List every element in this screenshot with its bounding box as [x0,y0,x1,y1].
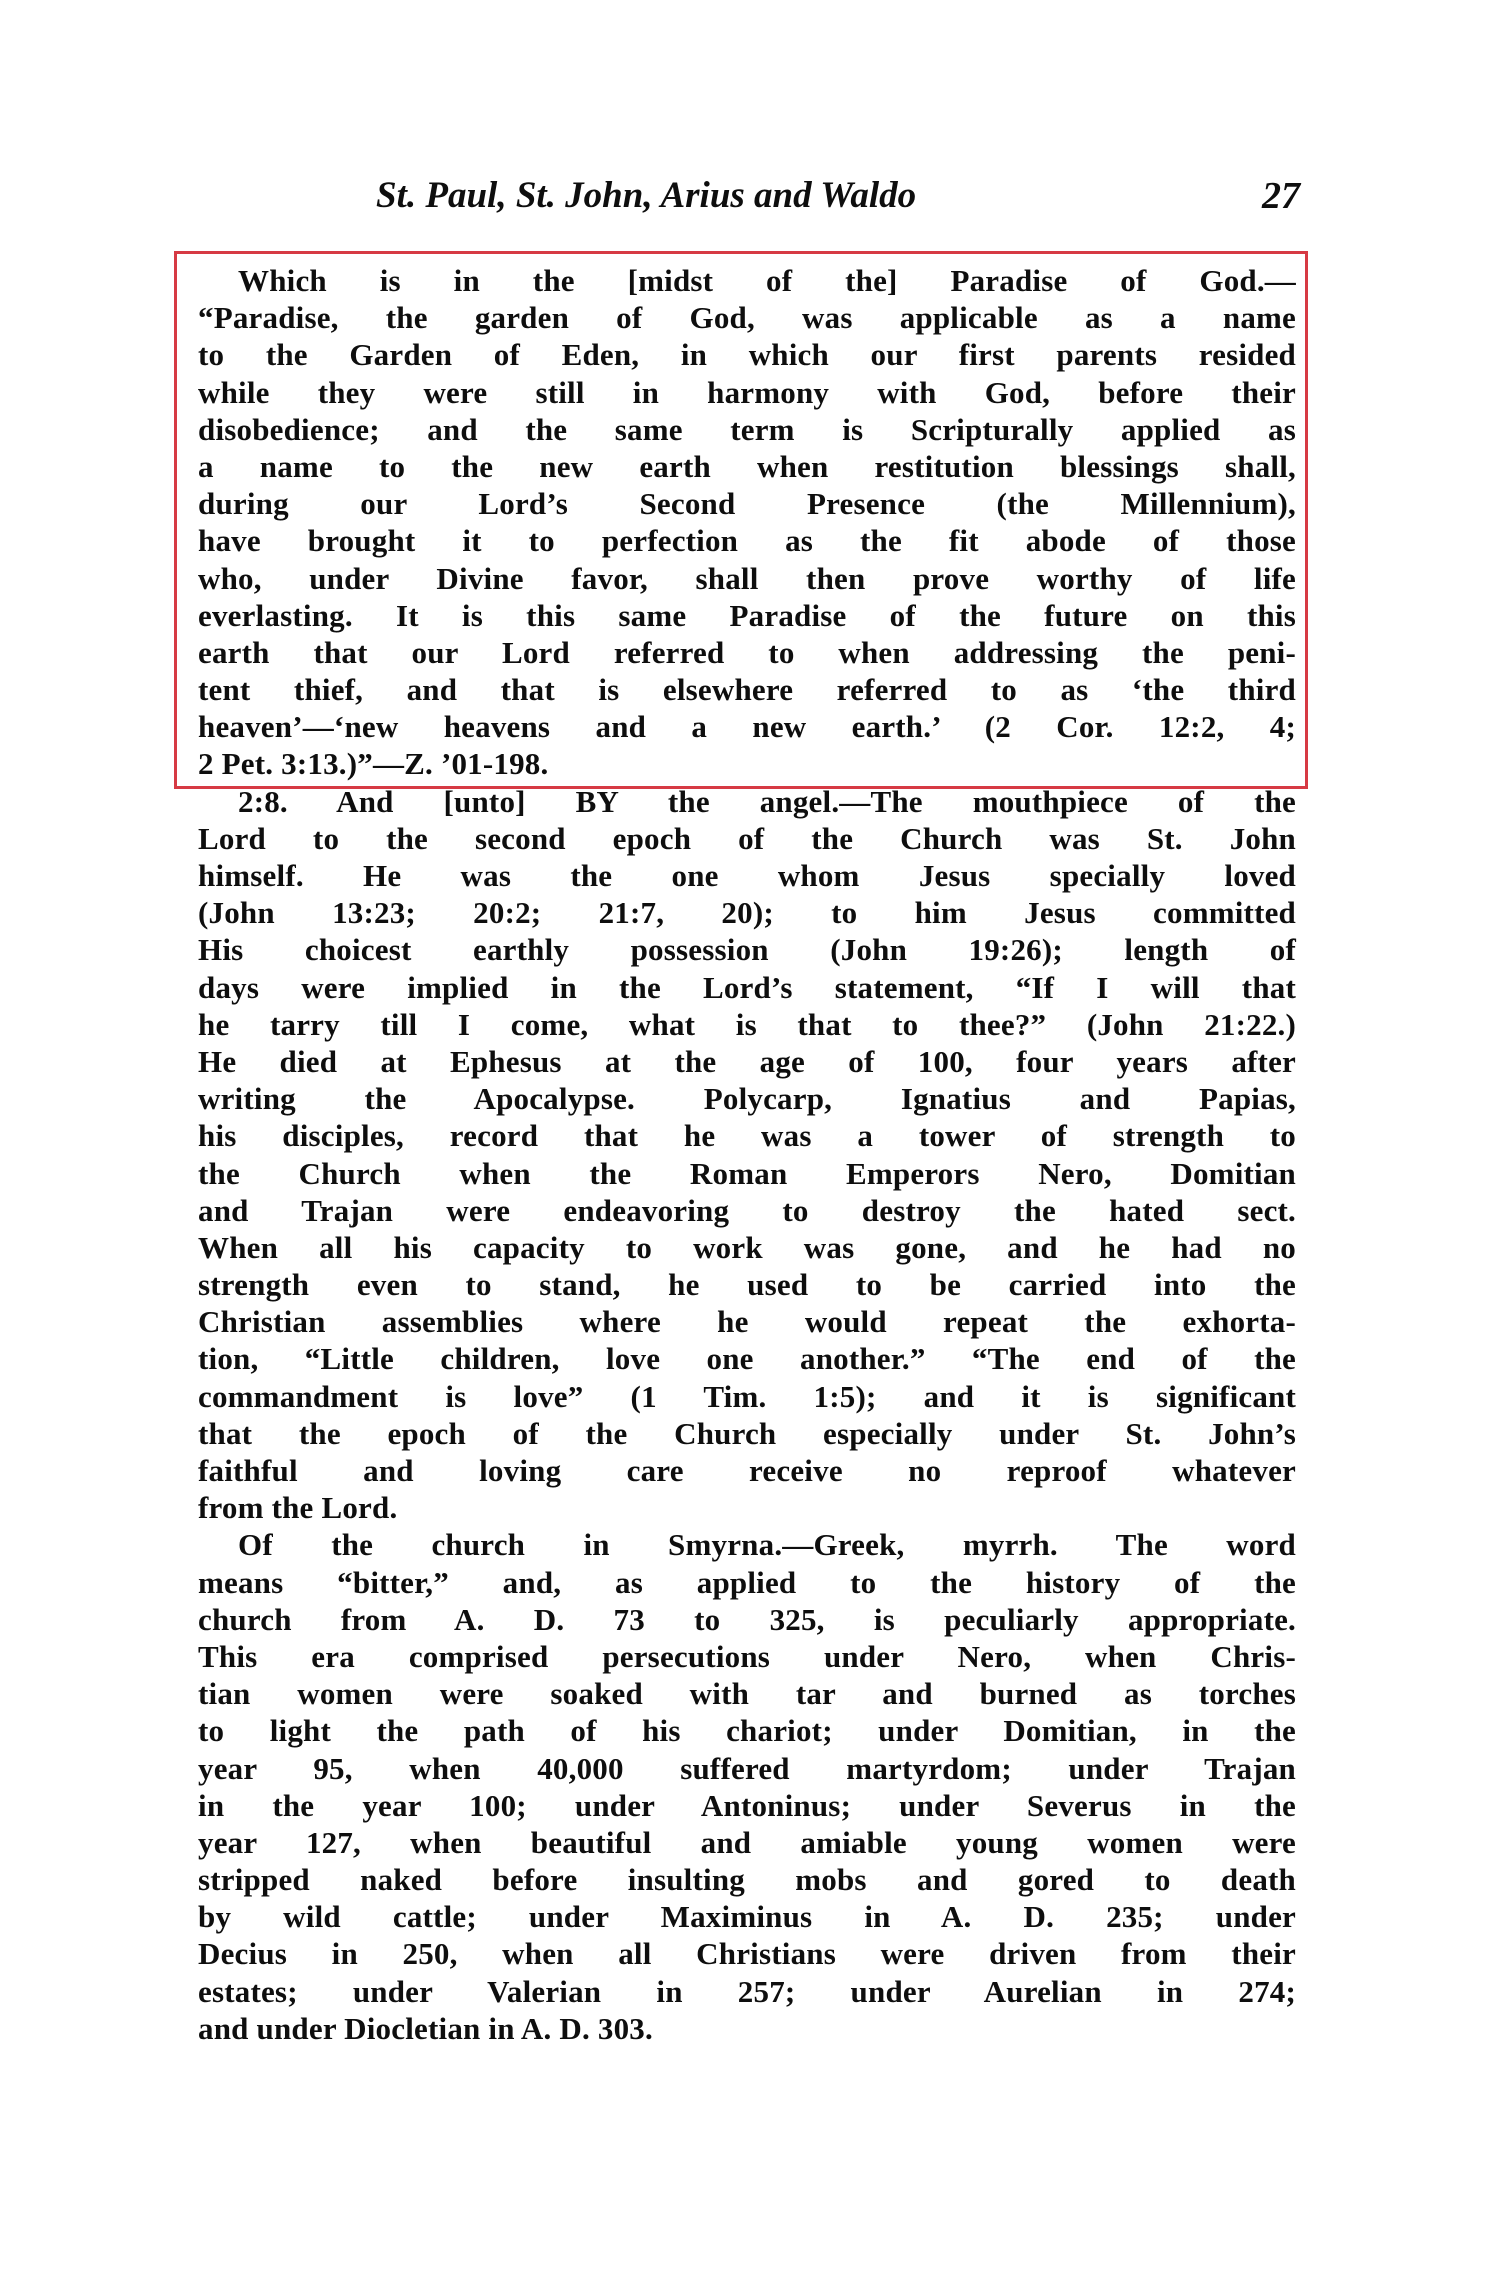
text-line: church from A. D. 73 to 325, is peculiarly appropriate. [198,1601,1296,1637]
text-line: a name to the new earth when restitution blessings shall, [198,448,1296,484]
text-line: (John 13:23; 20:2; 21:7, 20); to him Jesus committed [198,895,1296,931]
text-line: Lord to the second epoch of the Church was St. John [198,820,1296,856]
text-line: himself. He was the one whom Jesus specially loved [198,858,1296,893]
text-line: year 127, when beautiful and amiable young women were [198,1824,1296,1860]
body-text [198,262,1296,2047]
text-line: Decius in 250, when all Christians were driven from their [198,1936,1296,1972]
text-line: estates; under Valerian in 257; under Aurelian in 274; [198,1973,1296,2009]
text-line: who, under Divine favor, shall then prove worthy of life [198,560,1296,596]
text-line: means “bitter,” and, as applied to the history of the [198,1564,1296,1600]
running-title: St. Paul, St. John, Arius and Waldo [376,175,917,216]
text-line: in the year 100; under Antoninus; under Severus in the [198,1787,1296,1823]
text-line: He died at Ephesus at the age of 100, four years after [198,1043,1296,1079]
page-number: 27 [1262,175,1300,217]
running-header [196,174,1300,224]
text-line: 2 Pet. 3:13.)”—Z. ’01-198. [198,746,549,782]
text-line: tent thief, and that is elsewhere referred to as ‘the third [198,672,1296,708]
text-line: have brought it to perfection as the fit abode of those [198,523,1296,559]
text-line: year 95, when 40,000 suffered martyrdom; under Trajan [198,1750,1296,1786]
text-line: the Church when the Roman Emperors Nero, Domitian [198,1155,1296,1191]
text-line: commandment is love” (1 Tim. 1:5); and it is significant [198,1378,1296,1414]
text-line: to light the path of his chariot; under Domitian, in the [198,1713,1296,1749]
text-line: earth that our Lord referred to when addressing the peni- [198,634,1296,670]
text-line: His choicest earthly possession (John 19:26); length of [198,932,1296,968]
text-line: heaven’—‘new heavens and a new earth.’ (2 Cor. 12:2, 4; [198,709,1296,745]
text-line: Which is in the [midst of the] Paradise of God.— [238,263,1296,298]
text-line: he tarry till I come, what is that to thee?” (John 21:22.) [198,1006,1296,1042]
text-line: When all his capacity to work was gone, and he had no [198,1229,1296,1265]
text-line: his disciples, record that he was a tower of strength to [198,1118,1296,1154]
text-line: tian women were soaked with tar and burned as torches [198,1676,1296,1712]
text-line: “Paradise, the garden of God, was applicable as a name [198,300,1296,336]
text-line: 2:8. And [unto] BY the angel.—The mouthpiece of the [238,783,1296,819]
text-line: writing the Apocalypse. Polycarp, Ignatius and Papias, [198,1081,1296,1117]
text-line: while they were still in harmony with God, before their [198,374,1296,410]
text-line: from the Lord. [198,1490,398,1526]
text-line: faithful and loving care receive no reproof whatever [198,1453,1296,1488]
text-line: This era comprised persecutions under Nero, when Chris- [198,1638,1296,1674]
text-line: by wild cattle; under Maximinus in A. D. 235; under [198,1899,1296,1935]
text-line: days were implied in the Lord’s statement, “If I will that [198,969,1296,1005]
text-line: tion, “Little children, love one another.” “The end of the [198,1341,1296,1377]
text-line: and Trajan were endeavoring to destroy the hated sect. [198,1192,1296,1228]
text-line: stripped naked before insulting mobs and gored to death [198,1862,1296,1898]
text-line: and under Diocletian in A. D. 303. [198,2010,653,2046]
text-line: that the epoch of the Church especially under St. John’s [198,1415,1296,1451]
text-line: strength even to stand, he used to be carried into the [198,1267,1296,1303]
text-line: Of the church in Smyrna.—Greek, myrrh. The word [238,1527,1296,1563]
text-line: to the Garden of Eden, in which our first parents resided [198,337,1296,373]
text-line: disobedience; and the same term is Scripturally applied as [198,411,1296,447]
text-line: everlasting. It is this same Paradise of the future on this [198,597,1296,633]
text-line: Christian assemblies where he would repeat the exhorta- [198,1304,1296,1340]
text-line: during our Lord’s Second Presence (the Millennium), [198,486,1296,522]
